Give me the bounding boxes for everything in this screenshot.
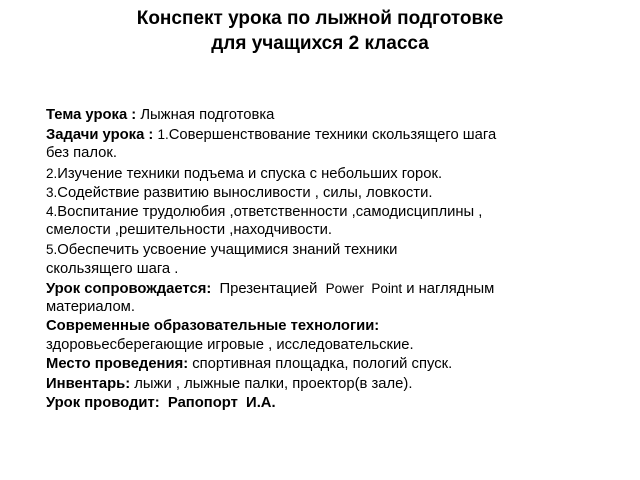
task-3 <box>46 183 631 202</box>
support-value-b: Power Point <box>325 280 403 296</box>
support-label: Урок сопровождается: <box>46 280 212 297</box>
title-line-1: Конспект урока по лыжной подготовке <box>136 8 504 29</box>
support-value-c: и наглядным <box>402 280 495 297</box>
task-3-number: 3. <box>46 184 58 200</box>
task-1-continuation: без палок. <box>46 145 117 162</box>
place-value: спортивная площадка, пологий спуск. <box>188 356 453 373</box>
teacher-label: Урок проводит: <box>46 394 160 411</box>
support-line <box>46 279 631 298</box>
place-label: Место проведения: <box>46 356 189 373</box>
teacher-value: Рапопорт И.А. <box>159 394 276 411</box>
task-1-number: 1. <box>157 127 169 143</box>
task-1-text: Совершенствование техники скользящего шага <box>168 127 497 144</box>
lesson-content <box>46 106 631 413</box>
task-4-continuation: смелости ,решительности ,находчивости. <box>46 222 332 239</box>
task-4 <box>46 202 631 221</box>
topic-value: Лыжная подготовка <box>140 107 275 123</box>
task-2-text: Изучение техники подъема и спуска с небольших горок. <box>57 165 443 182</box>
task-3-text: Содействие развитию выносливости , силы, ловкости. <box>57 184 433 201</box>
task-5-number: 5. <box>46 242 58 258</box>
support-value-a: Презентацией <box>211 280 326 297</box>
inventory-label: Инвентарь: <box>46 375 131 392</box>
inventory-line <box>46 375 631 394</box>
tasks-line <box>46 125 631 144</box>
task-5-continuation: скользящего шага . <box>46 260 179 277</box>
teacher-line <box>46 394 631 413</box>
task-4-text: Воспитание трудолюбия ,ответственности ,самодисциплины , <box>57 203 483 220</box>
title-line-2: для учащихся 2 класса <box>211 33 429 54</box>
topic-line <box>46 106 631 125</box>
inventory-value: лыжи , лыжные палки, проектор(в зале). <box>130 375 413 392</box>
task-2 <box>46 164 631 183</box>
topic-label: Тема урока : <box>46 107 141 123</box>
support-continuation: материалом. <box>46 298 135 315</box>
tech-value: здоровьесберегающие игровые , исследовательские. <box>46 337 414 354</box>
task-2-number: 2. <box>46 165 58 181</box>
task-4-number: 4. <box>46 203 58 219</box>
page-title <box>0 6 640 56</box>
tech-line <box>46 317 631 336</box>
place-line <box>46 355 631 374</box>
task-5 <box>46 240 631 259</box>
task-5-text: Обеспечить усвоение учащимися знаний техники <box>57 242 398 259</box>
tasks-label: Задачи урока : <box>46 127 158 144</box>
tech-label: Современные образовательные технологии: <box>46 318 380 335</box>
